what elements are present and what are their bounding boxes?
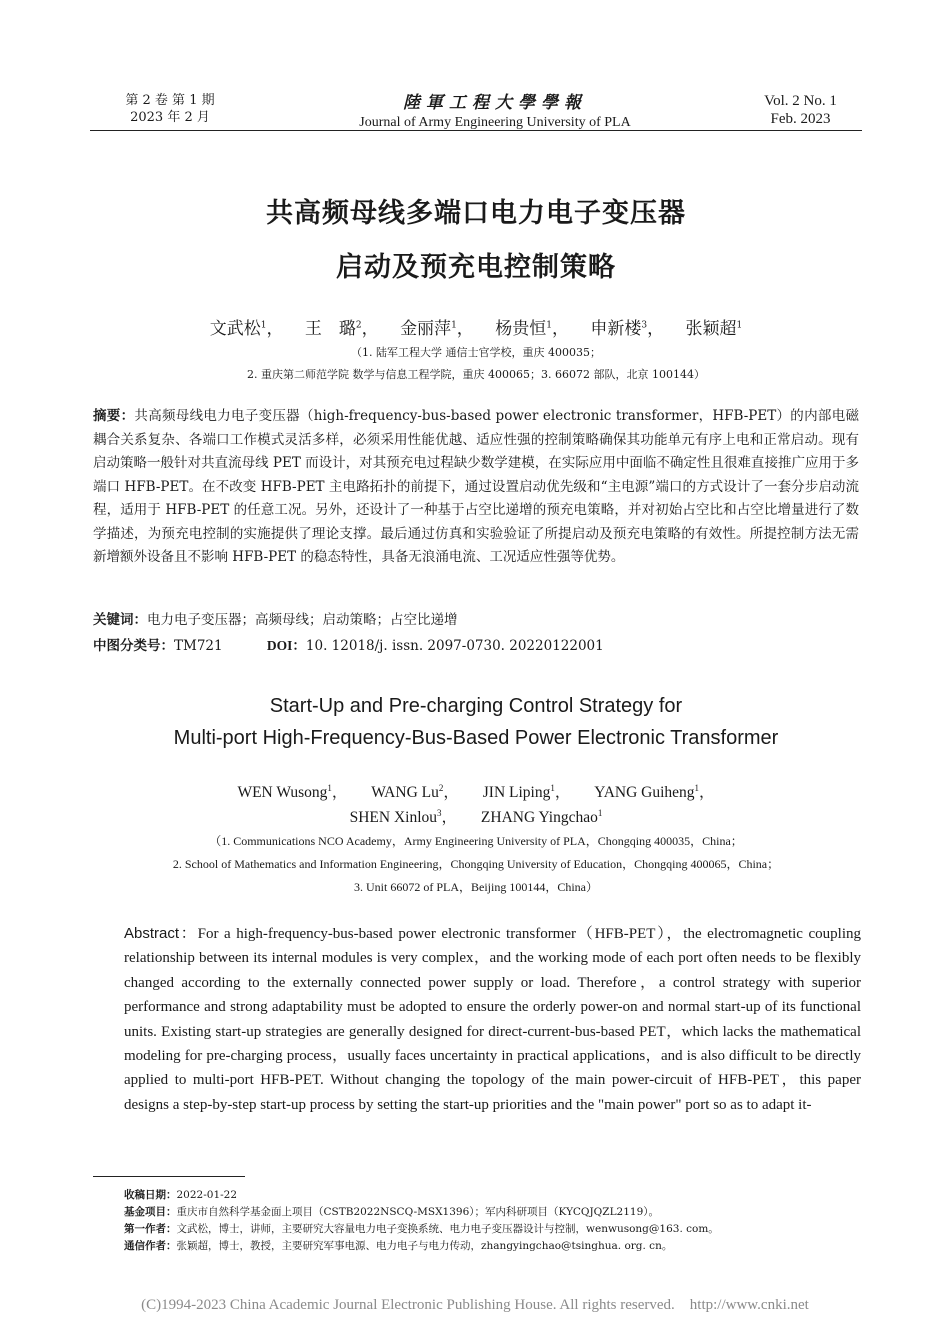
- footnote-first-author: 第一作者：文武松，博士，讲师，主要研究大容量电力电子变换系统、电力电子变压器设计与控制，wenwusong@163. com。: [124, 1223, 719, 1235]
- authors-en-row2: [90, 805, 862, 827]
- author-cn: 文武松$^1$，: [209, 319, 284, 339]
- author-cn: 张颖超$^1$: [685, 319, 743, 339]
- author-cn: 王 璐$^2$，: [304, 319, 379, 339]
- abstract-cn: [93, 405, 859, 570]
- classification-cn: [93, 634, 859, 658]
- footnote-rule: [93, 1176, 245, 1177]
- keywords-cn-label: 关键词：: [93, 612, 147, 628]
- title-en-line1: Start-Up and Pre-charging Control Strategy for: [269, 695, 683, 717]
- header-volume-cn: 第 2 卷 第 1 期: [125, 93, 215, 108]
- footnote-fund: 基金项目：重庆市自然科学基金面上项目（CSTB2022NSCQ-MSX1396）；军内科研项目（KYCQJQZL2119）。: [124, 1206, 660, 1218]
- author-cn: 金丽萍$^1$，: [400, 319, 474, 339]
- abstract-en-label: Abstract：: [124, 925, 198, 942]
- affiliation-en-line3: 3. Unit 66072 of PLA，Beijing 100144，China）: [354, 880, 598, 894]
- classification-value: TM721: [174, 638, 223, 654]
- header-rule: [90, 130, 862, 131]
- affiliation-cn-line1: （1. 陆军工程大学 通信士官学校，重庆 400035；: [351, 346, 601, 359]
- author-en: ZHANG Yingchao$^1$: [480, 807, 603, 826]
- header-issue-cn: [100, 92, 240, 126]
- author-en: SHEN Xinlou$^3$，: [349, 807, 458, 826]
- authors-en-row1: [90, 780, 862, 802]
- abstract-cn-label: 摘要：: [93, 408, 135, 424]
- author-cn: 杨贵恒$^1$，: [495, 319, 569, 339]
- title-cn-line2: 启动及预充电控制策略: [336, 252, 616, 283]
- author-cn: 申新楼$^3$，: [590, 319, 665, 339]
- header-date-en: Feb. 2023: [770, 111, 831, 127]
- journal-name-en: Journal of Army Engineering University of PLA: [359, 115, 631, 130]
- copyright-line: (C)1994-2023 China Academic Journal Electronic Publishing House. All rights reserved. http://www.cnki.net: [141, 1297, 809, 1313]
- affiliation-en-line1: （1. Communications NCO Academy，Army Engineering University of PLA，Chongqing 400035，China；: [209, 834, 743, 848]
- keywords-cn: [93, 609, 859, 632]
- abstract-en-text: For a high-frequency-bus-based power electronic transformer（HFB-PET），the electromagnetic coupling relationship between its internal modules is very complex，and the working mode of each port often needs to be flexibly changed according to the externally connected power supply or load. Therefore，a control strategy with superior performance and strong adaptability must be adopted to ensure the orderly power-on and normal start-up of its functional units. Existing start-up strategies are generally designed for direct-current-bus-based PET，which lacks the mathematical modeling for pre-charging process，usually faces uncertainty in practical applications，and is also difficult to be directly applied to multi-port HFB-PET. Without changing the topology of the main power-circuit of HFB-PET，this paper designs a step-by-step start-up process by setting the start-up priorities and the "main power" port so as to adapt it-: [124, 926, 861, 1113]
- author-en: WANG Lu$^2$，: [371, 782, 459, 801]
- header-volume-en: Vol. 2 No. 1: [764, 93, 837, 109]
- affiliation-en-line2: 2. School of Mathematics and Information Engineering，Chongqing University of Education，Chongqing 400065，China；: [172, 857, 780, 871]
- footnote-received: 收稿日期：2022-01-22: [124, 1189, 238, 1201]
- authors-cn: [90, 314, 862, 339]
- keywords-cn-text: 电力电子变压器；高频母线；启动策略；占空比递增: [147, 612, 458, 628]
- header-issue-en: [738, 92, 863, 128]
- author-en: WEN Wusong$^1$，: [237, 782, 348, 801]
- doi-value: 10. 12018/j. issn. 2097-0730. 20220122001: [305, 638, 604, 654]
- author-en: JIN Liping$^1$，: [482, 782, 571, 801]
- footnote-corresponding: 通信作者：张颖超，博士，教授，主要研究军事电源、电力电子与电力传动，zhangyingchao@tsinghua. org. cn。: [124, 1240, 673, 1252]
- header-date-cn: 2023 年 2 月: [130, 110, 210, 125]
- affiliation-cn-line2: 2. 重庆第二师范学院 数学与信息工程学院，重庆 400065；3. 66072 部队，北京 100144）: [247, 368, 705, 381]
- abstract-cn-text: 共高频母线电力电子变压器（high-frequency-bus-based power electronic transformer，HFB-PET）的内部电磁耦合关系复杂、各端口工作模式灵活多样，必须采用性能优越、适应性强的控制策略确保其功能单元有序上电和正常启动。现有启动策略一般针对共直流母线 PET 而设计，对其预充电过程缺少数学建模，在实际应用中面临不确定性且很难直接推广应用于多端口 HFB-PET。在不改变 HFB-PET 主电路拓扑的前提下，通过设置启动优先级和“主电源”端口的方式设计了一套分步启动流程，适用于 HFB-PET 的任意工况。另外，还设计了一种基于占空比递增的预充电策略，并对初始占空比和占空比增量进行了数学描述，为预充电控制的实施提供了理论支撑。最后通过仿真和实验验证了所提启动及预充电策略的有效性。所提控制方法无需新增额外设备且不影响 HFB-PET 的稳态特性，具备无浪涌电流、工况适应性强等优势。: [93, 408, 860, 565]
- header-journal: [300, 88, 690, 131]
- journal-logo-cn: 陸軍工程大學學報: [403, 93, 587, 113]
- title-en-line2: Multi-port High-Frequency-Bus-Based Power Electronic Transformer: [173, 727, 779, 749]
- author-en: YANG Guiheng$^1$，: [594, 782, 715, 801]
- title-cn-line1: 共高频母线多端口电力电子变压器: [266, 198, 686, 229]
- doi-label: DOI：: [266, 638, 306, 653]
- classification-label: 中图分类号：: [93, 638, 174, 654]
- abstract-en: [124, 922, 861, 1117]
